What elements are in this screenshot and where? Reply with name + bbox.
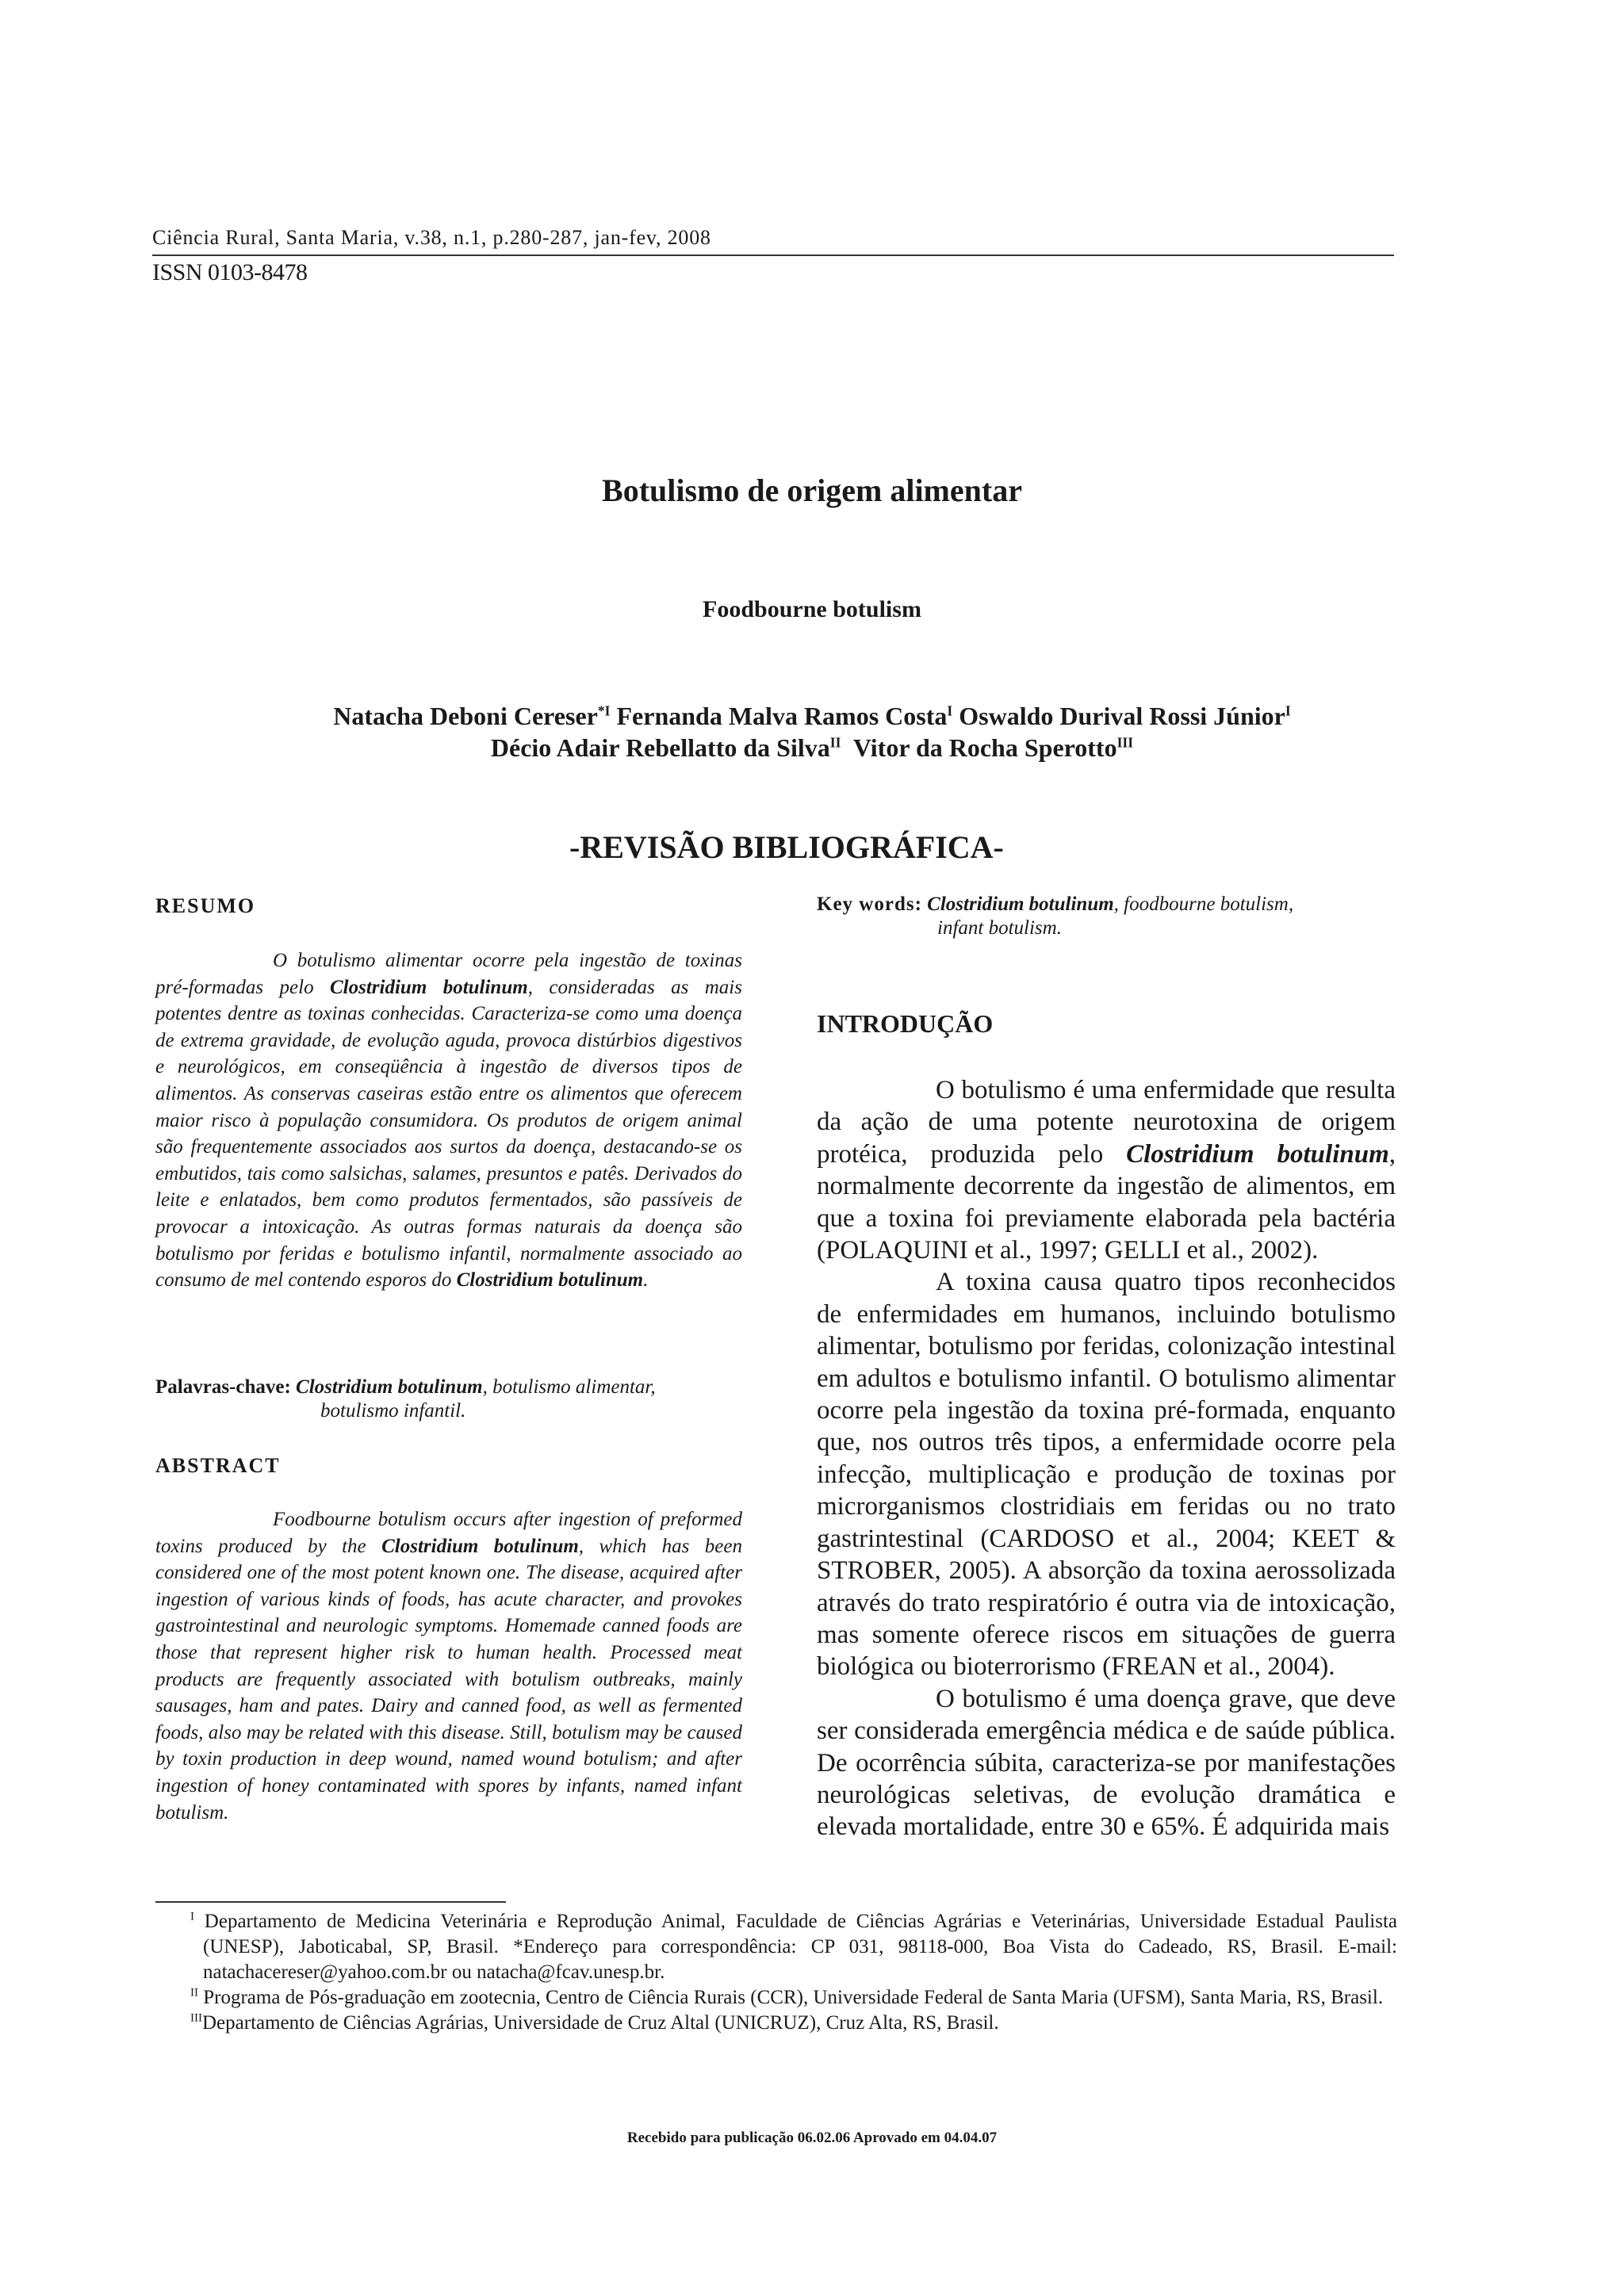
paper-subtitle: Foodbourne botulism xyxy=(703,596,921,622)
abstract-heading: ABSTRACT xyxy=(155,1454,281,1477)
received-approved-dates: Recebido para publicação 06.02.06 Aprovado em 04.04.07 xyxy=(626,2130,998,2146)
introducao-heading: INTRODUÇÃO xyxy=(817,1009,994,1038)
palavras-chave xyxy=(155,1376,742,1423)
footnote-text: Departamento de Medicina Veterinária e Reprodução Animal, Faculdade de Ciências Agrárias e Veterinárias, Universidade Estadual Paulista (UNESP), Jaboticabal, SP, Brasil. *Endereço para correspondência: CP 031, 98118-000, Boa Vista do Cadeado, RS, Brasil. E-mail: natachacereser@yahoo.com.br ou natacha@fcav.unesp.br. xyxy=(203,1911,1398,1983)
footnotes xyxy=(190,1909,1397,2036)
palavras-chave-term: Clostridium botulinum xyxy=(296,1376,483,1398)
footnote xyxy=(190,2011,1397,2036)
issn: ISSN 0103-8478 xyxy=(152,259,308,285)
body-paragraph: A toxina causa quatro tipos reconhecidos de enfermidades em humanos, incluindo botulismo alimentar, botulismo por feridas, colonização intestinal em adultos e botulismo infantil. O botulismo alimentar ocorre pela ingestão da toxina pré-formada, enquanto que, nos outros três tipos, a enfermidade ocorre pela infecção, multiplicação e produção de toxinas por microrganismos clostridiais em feridas ou no trato gastrintestinal (CARDOSO et al., 2004; KEET & STROBER, 2005). A absorção da toxina aerossolizada através do trato respiratório é outra via de intoxicação, mas somente oferece riscos em situações de guerra biológica ou bioterrorismo (FREAN et al., 2004). xyxy=(817,1268,1396,1682)
journal-citation: Ciência Rural, Santa Maria, v.38, n.1, p.280-287, jan-fev, 2008 xyxy=(152,226,711,249)
author-affiliation-mark: II xyxy=(829,734,841,751)
author-affiliation-mark: I xyxy=(1285,702,1291,719)
header-rule xyxy=(152,254,1394,256)
key-words-term: Clostridium botulinum xyxy=(927,894,1114,915)
body-paragraph: O botulismo é uma enfermidade que resulta da ação de uma potente neurotoxina de origem protéica, produzida pelo Clostridium botulinum, normalmente decorrente da ingestão de alimentos, em que a toxina foi previamente elaborada pela bactéria (POLAQUINI et al., 1997; GELLI et al., 2002). xyxy=(817,1076,1396,1265)
footnote xyxy=(190,1985,1397,2011)
article-category: -REVISÃO BIBLIOGRÁFICA- xyxy=(569,829,1004,865)
paper-title: Botulismo de origem alimentar xyxy=(602,473,1022,508)
footnote-rule xyxy=(155,1901,506,1903)
resumo-text: O botulismo alimentar ocorre pela ingestão de toxinas pré-formadas pelo Clostridium botulinum, consideradas as mais potentes dentre as toxinas conhecidas. Caracteriza-se como uma doença de extrema gravidade, de evolução aguda, provoca distúrbios digestivos e neurológicos, em conseqüência à ingestão de diversos tipos de alimentos. As conservas caseiras estão entre os alimentos que oferecem maior risco à população consumidora. Os produtos de origem animal são frequentemente associados aos surtos da doença, destacando-se os embutidos, tais como salsichas, salames, presuntos e patês. Derivados do leite e enlatados, bem como produtos fermentados, são passíveis de provocar a intoxicação. As outras formas naturais da doença são botulismo por feridas e botulismo infantil, normalmente associado ao consumo de mel contendo esporos do Clostridium botulinum. xyxy=(155,950,742,1292)
footnote xyxy=(190,1909,1397,1985)
body-paragraph: O botulismo é uma doença grave, que deve ser considerada emergência médica e de saúde pública. De ocorrência súbita, caracteriza-se por manifestações neurológicas seletivas, de evolução dramática e elevada mortalidade, entre 30 e 65%. É adquirida mais xyxy=(817,1684,1396,1842)
author-affiliation-mark: *I xyxy=(597,702,611,719)
footnote-mark: III xyxy=(190,2011,202,2025)
footnote-text: Departamento de Ciências Agrárias, Universidade de Cruz Altal (UNICRUZ), Cruz Alta, RS, Brasil. xyxy=(202,2012,999,2034)
author-name: Vitor da Rocha Sperotto xyxy=(852,733,1117,762)
footnote-mark: I xyxy=(190,1910,194,1923)
author-line-2 xyxy=(0,733,1624,763)
author-line-1 xyxy=(0,702,1624,731)
resumo-heading: RESUMO xyxy=(155,894,256,917)
key-words xyxy=(817,893,1396,940)
introducao-body xyxy=(817,1074,1396,1843)
palavras-chave-label: Palavras-chave: xyxy=(155,1376,291,1398)
author-name: Fernanda Malva Ramos Costa xyxy=(616,702,948,730)
key-words-line2: infant botulism. xyxy=(937,917,1062,939)
author-name: Décio Adair Rebellatto da Silva xyxy=(490,733,830,762)
footnote-mark: II xyxy=(190,1986,198,1999)
palavras-chave-rest: , botulismo alimentar, xyxy=(482,1376,656,1398)
key-words-rest: , foodbourne botulism, xyxy=(1113,894,1294,915)
author-name: Natacha Deboni Cereser xyxy=(333,702,598,730)
abstract-text: Foodbourne botulism occurs after ingestion of preformed toxins produced by the Clostridium botulinum, which has been considered one of the most potent known one. The disease, acquired after ingestion of various kinds of foods, has acute character, and provokes gastrointestinal and neurologic symptoms. Homemade canned foods are those that represent higher risk to human health. Processed meat products are frequently associated with botulism outbreaks, mainly sausages, ham and pates. Dairy and canned food, as well as fermented foods, also may be related with this disease. Still, botulism may be caused by toxin production in deep wound, named wound botulism; and after ingestion of honey contaminated with spores by infants, named infant botulism. xyxy=(155,1509,742,1823)
footnote-text: Programa de Pós-graduação em zootecnia, Centro de Ciência Rurais (CCR), Universidade Federal de Santa Maria (UFSM), Santa Maria, RS, Brasil. xyxy=(198,1987,1384,2008)
palavras-chave-line2: botulismo infantil. xyxy=(320,1400,466,1422)
author-name: Oswaldo Durival Rossi Júnior xyxy=(959,702,1285,730)
key-words-label: Key words: xyxy=(817,894,922,915)
author-affiliation-mark: I xyxy=(947,702,953,719)
author-affiliation-mark: III xyxy=(1116,734,1134,751)
